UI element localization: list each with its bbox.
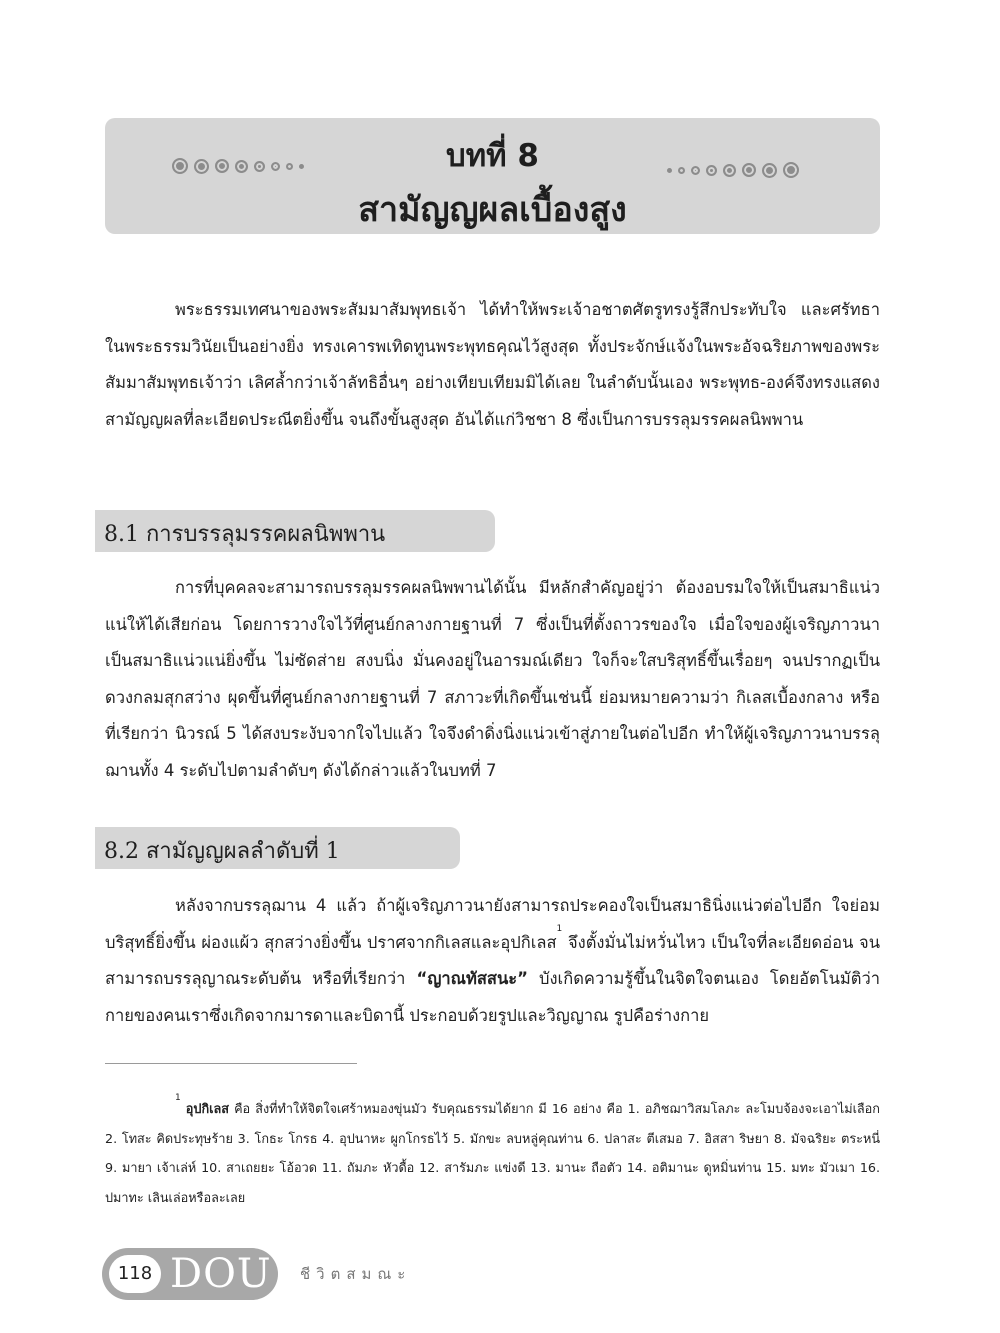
chapter-title: สามัญญผลเบื้องสูง [358,190,627,230]
section-8-2-text-3: บังเกิดความรู้ขึ้นในจิตใจตนเอง โดยอัตโนมัติว่า กายของคนเราซึ่งเกิดจากมารดาและบิดานี้ ประกอบด้วยรูปและวิญญาณ รูปคือร่างกาย [105,969,880,1025]
section-8-2-paragraph [105,888,880,1034]
chapter-number: บทที่ 8 [446,138,539,174]
running-title: ชีวิตสมณะ [300,1265,412,1283]
section-8-1-paragraph: การที่บุคคลจะสามารถบรรลุมรรคผลนิพพานได้นั้น มีหลักสำคัญอยู่ว่า ต้องอบรมใจให้เป็นสมาธิแน่วแน่ให้ได้เสียก่อน โดยการวางใจไว้ที่ศูนย์กลางกายฐานที่ 7 ซึ่งเป็นที่ตั้งถาวรของใจ เมื่อใจของผู้เจริญภาวนาเป็นสมาธิแน่วแน่ยิ่งขึ้น ไม่ซัดส่าย สงบนิ่ง มั่นคงอยู่ในอารมณ์เดียว ใจก็จะใสบริสุทธิ์ขึ้นเรื่อยๆ จนปรากฏเป็นดวงกลมสุกสว่าง ผุดขึ้นที่ศูนย์กลางกายฐานที่ 7 สภาวะที่เกิดขึ้นเช่นนี้ ย่อมหมายความว่า กิเลสเบื้องกลาง หรือที่เรียกว่า นิวรณ์ 5 ได้สงบระงับจากใจไปแล้ว ใจจึงดำดิ่งนิ่งแน่วเข้าสู่ภายในต่อไปอีก ทำให้ผู้เจริญภาวนาบรรลุฌานทั้ง 4 ระดับไปตามลำดับๆ ดังได้กล่าวแล้วในบทที่ 7 [105,578,880,780]
ornament-dots-right-icon [664,162,802,178]
footnote [105,1094,880,1212]
dou-logo: DOU [170,1251,272,1297]
footnote-term: อุปกิเลส [185,1101,230,1116]
section-8-2-heading: 8.2 สามัญญผลลำดับที่ 1 [104,839,340,864]
chapter-banner [105,118,880,234]
footnote-ref[interactable]: 1 [556,923,563,934]
section-8-1-heading: 8.1 การบรรลุมรรคผลนิพพาน [104,522,386,547]
footnote-text: คือ สิ่งที่ทำให้จิตใจเศร้าหมองขุ่นมัว รับคุณธรรมได้ยาก มี 16 อย่าง คือ 1. อภิชฌาวิสมโลภะ ละโมบจ้องจะเอาไม่เลือก 2. โทสะ คิดประทุษร้าย 3. โกธะ โกรธ 4. อุปนาหะ ผูกโกรธไว้ 5. มักขะ ลบหลู่คุณท่าน 6. ปลาสะ ตีเสมอ 7. อิสสา ริษยา 8. มัจฉริยะ ตระหนี่ 9. มายา เจ้าเล่ห์ 10. สาเถยยะ โอ้อวด 11. ถัมภะ หัวดื้อ 12. สารัมภะ แข่งดี 13. มานะ ถือตัว 14. อติมานะ ดูหมิ่นท่าน 15. มทะ มัวเมา 16. ปมาทะ เลินเล่อหรือละเลย [105,1101,880,1205]
section-8-2-text-1: หลังจากบรรลุฌาน 4 แล้ว ถ้าผู้เจริญภาวนายังสามารถประคองใจเป็นสมาธินิ่งแน่วต่อไปอีก ใจย่อมบริสุทธิ์ยิ่งขึ้น ผ่องแผ้ว สุกสว่างยิ่งขึ้น ปราศจากกิเลสและอุปกิเลส [105,896,880,952]
footnote-mark: 1 [175,1093,181,1103]
intro-paragraph: พระธรรมเทศนาของพระสัมมาสัมพุทธเจ้า ได้ทำให้พระเจ้าอชาตศัตรูทรงรู้สึกประทับใจ และศรัทธาในพระธรรมวินัยเป็นอย่างยิ่ง ทรงเคารพเทิดทูนพระพุทธคุณไว้สูงสุด ทั้งประจักษ์แจ้งในพระอัจฉริยภาพของพระสัมมาสัมพุทธเจ้าว่า เลิศล้ำกว่าเจ้าลัทธิอื่นๆ อย่างเทียบเทียมมิได้เลย ในลำดับนั้นเอง พระพุทธ-องค์จึงทรงแสดงสามัญญผลที่ละเอียดประณีตยิ่งขึ้น จนถึงขั้นสูงสุด อันได้แก่วิชชา 8 ซึ่งเป็นการบรรลุมรรคผลนิพพาน [105,300,880,429]
footer-badge [102,1248,278,1300]
page-number: 118 [109,1255,161,1293]
section-8-2-term: “ญาณทัสสนะ” [416,969,528,989]
footnote-divider [105,1063,357,1064]
section-8-2-text-2: จึงตั้งมั่นไม่หวั่นไหว เป็นใจที่ละเอียดอ่อน จนสามารถบรรลุญาณระดับต้น หรือที่เรียกว่า [105,932,880,989]
